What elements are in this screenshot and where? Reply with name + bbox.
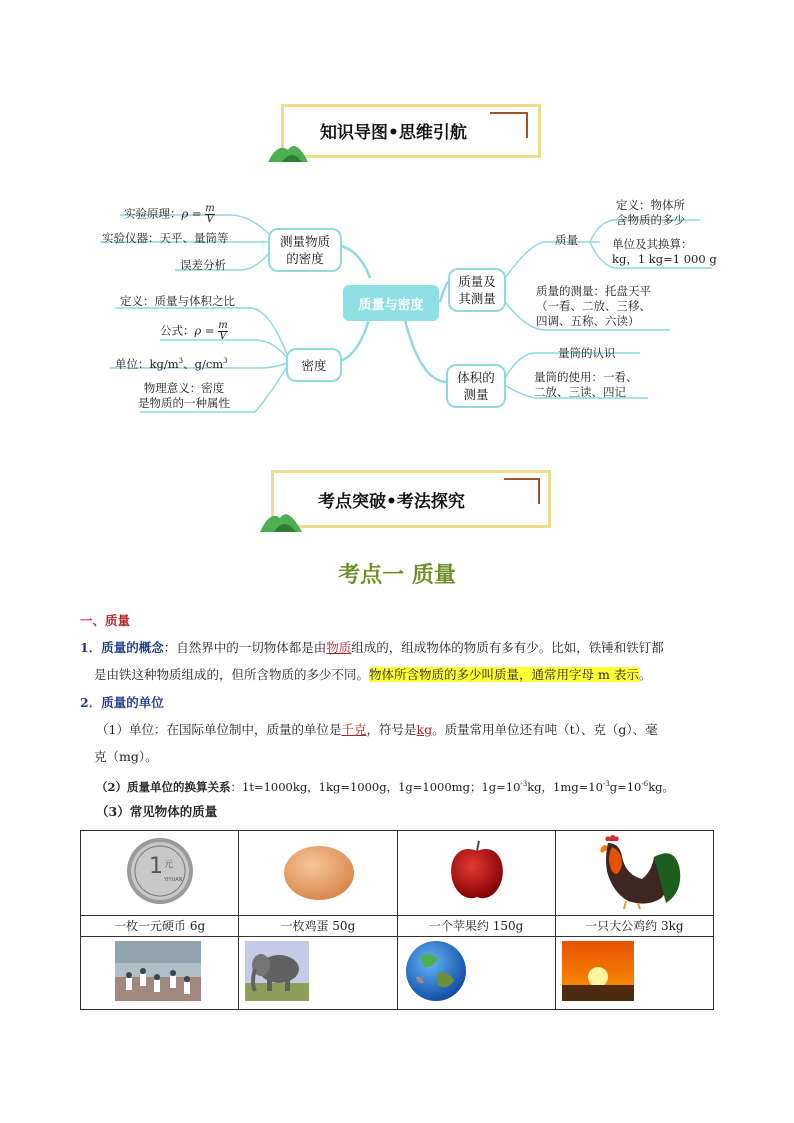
hill-icon (260, 504, 306, 534)
mindmap-exp-instruments: 实验仪器：天平、量筒等 (102, 231, 229, 245)
caption-rooster: 一只大公鸡约 3kg (555, 916, 713, 937)
earth-image (398, 937, 556, 1005)
item1-underlined: 物质 (326, 640, 352, 655)
earth-image-cell (397, 937, 555, 1010)
unit1-line2 (94, 748, 158, 766)
rooster-image (556, 831, 714, 911)
item1-text-a: ：自然界中的一切物体都是由 (163, 640, 327, 655)
caption-apple: 一个苹果约 150g (397, 916, 555, 937)
connector (338, 245, 370, 278)
banner-decoration (526, 112, 528, 138)
coin-image (81, 831, 239, 911)
unit2-line (96, 775, 674, 796)
unit2-sup3: -6 (641, 780, 649, 788)
sun-image (556, 937, 714, 1005)
item1-line1 (80, 639, 664, 657)
mindmap-node-measure-density: 测量物质 的密度 (268, 228, 342, 272)
rooster-image-cell (555, 831, 713, 916)
heading-mass (80, 612, 130, 630)
item1-text-c: 组成的，组成物体的物质有多有少。比如，铁锤和铁钉都 (351, 640, 664, 655)
apple-image-cell (397, 831, 555, 916)
banner-decoration (490, 112, 526, 114)
banner-decoration (504, 478, 538, 480)
item1-highlight: 物体所含物质的多少叫质量，通常用字母 m 表示 (369, 667, 639, 682)
item2-heading (80, 694, 164, 712)
mindmap-node-volume: 体积的 测量 (446, 364, 506, 408)
unit1-kilogram: 千克 (341, 722, 367, 737)
banner-title-1: 知识导图•思维引航 (320, 123, 467, 143)
unit2-text-c: kg，1mg=10 (527, 779, 603, 794)
sun-image-cell (555, 937, 713, 1010)
students-image (81, 937, 239, 1005)
mindmap-mass-label: 质量 (555, 233, 578, 247)
unit1-text-c: ，符号是 (366, 722, 417, 737)
egg-image-cell (239, 831, 397, 916)
item1-line2-end: 。 (638, 667, 652, 682)
table-row (81, 831, 714, 916)
item1-line2 (94, 666, 651, 684)
mindmap-mass-units: 单位及其换算： kg，1 kg=1 000 g (612, 237, 717, 266)
mindmap-mass-measurement: 质量的测量：托盘天平 （一看、二放、三移、 四调、五称、六读） (536, 284, 651, 328)
unit2-label: （2）质量单位的换算关系 (96, 779, 231, 794)
unit1-line2-text: 克（mg）。 (94, 749, 158, 764)
students-image-cell (81, 937, 239, 1010)
elephant-image-cell (239, 937, 397, 1010)
mindmap-error-analysis: 误差分析 (180, 258, 226, 272)
elephant-image (239, 937, 397, 1005)
heading-mass-text: 一、质量 (80, 613, 131, 628)
caption-coin: 一枚一元硬币 6g (81, 916, 239, 937)
mindmap-density-def: 定义：质量与体积之比 (120, 294, 235, 308)
apple-image (398, 831, 556, 911)
table-row (81, 937, 714, 1010)
banner-decoration (538, 478, 540, 504)
unit2-text-b: ：1t=1000kg，1kg=1000g，1g=1000mg；1g=10 (230, 779, 521, 794)
unit3-line (96, 803, 217, 821)
connector (338, 315, 370, 362)
section-title: 考点一 质量 (338, 563, 456, 588)
unit1-line1 (96, 721, 658, 739)
coin-image-cell (81, 831, 239, 916)
connector (440, 282, 448, 302)
mindmap-node-density: 密度 (286, 348, 342, 382)
connector (405, 320, 446, 382)
mindmap-center-node: 质量与密度 (343, 285, 439, 321)
mindmap-units: 单位：$kg/m^3$、$g/cm^3$ (115, 356, 228, 371)
unit1-text-e: 。质量常用单位还有吨（t）、克（g）、毫 (432, 722, 658, 737)
unit2-text-d: g=10 (609, 779, 642, 794)
unit2-sup2: -3 (602, 780, 610, 788)
caption-egg: 一枚鸡蛋 50g (239, 916, 397, 937)
mindmap-cylinder-use: 量筒的使用：一看、 二放、三读、四记 (534, 370, 638, 399)
mindmap-cylinder-know: 量筒的认识 (558, 346, 616, 360)
common-mass-table (80, 830, 714, 1010)
unit1-text-a: （1）单位：在国际单位制中，质量的单位是 (96, 722, 342, 737)
unit2-text-e: kg。 (648, 779, 675, 794)
table-row (81, 916, 714, 937)
svg-text:1: 1 (149, 854, 163, 879)
banner-title-2: 考点突破•考法探究 (318, 492, 465, 512)
mindmap-exp-principle: 实验原理：$\rho = \frac{m}{V}$ (124, 203, 215, 225)
item1-label: 1．质量的概念 (80, 640, 164, 655)
item1-line2-text: 是由铁这种物质组成的，但所含物质的多少不同。 (94, 667, 370, 682)
item2-label: 2．质量的单位 (80, 695, 164, 710)
mindmap-node-mass: 质量及 其测量 (448, 268, 506, 312)
hill-icon (268, 136, 312, 164)
svg-text:YIYUAN: YIYUAN (164, 877, 183, 883)
svg-text:元: 元 (164, 860, 174, 870)
egg-image (239, 831, 397, 911)
unit1-symbol: kg (416, 722, 433, 737)
unit3-text: （3）常见物体的质量 (96, 804, 218, 819)
unit2-sup1: -3 (520, 780, 528, 788)
mindmap-physical-meaning: 物理意义：密度 是物质的一种属性 (138, 381, 230, 410)
mindmap-mass-def: 定义：物体所 含物质的多少 (616, 198, 685, 227)
mindmap-formula: 公式：$\rho = \frac{m}{V}$ (160, 320, 228, 342)
